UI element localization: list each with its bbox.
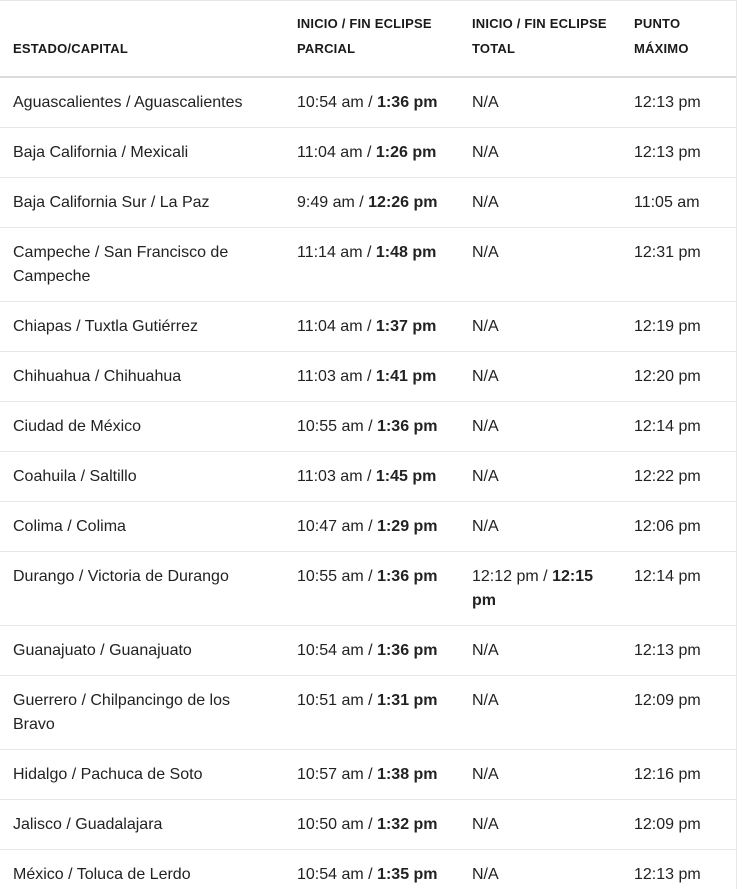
partial-end-time: 1:41 pm: [375, 368, 437, 385]
partial-start-time: 11:03 am: [297, 468, 363, 485]
cell-state-capital: Guanajuato / Guanajuato: [0, 626, 284, 676]
partial-end-time: 1:26 pm: [375, 144, 437, 161]
partial-end-time: 1:37 pm: [375, 318, 437, 335]
partial-start-time: 11:14 am: [297, 244, 363, 261]
table-row: [0, 800, 737, 850]
cell-state-capital: Aguascalientes / Aguascalientes: [0, 77, 284, 128]
partial-start-time: 11:03 am: [297, 368, 363, 385]
partial-start-time: 10:55 am: [297, 418, 364, 435]
partial-start-time: 9:49 am: [297, 194, 355, 211]
cell-total-eclipse: [459, 502, 621, 552]
total-not-applicable: N/A: [472, 866, 499, 883]
cell-partial-eclipse: [284, 228, 459, 302]
cell-partial-eclipse: [284, 402, 459, 452]
table-row: [0, 676, 737, 750]
table-row: [0, 452, 737, 502]
cell-total-eclipse: [459, 228, 621, 302]
cell-state-capital: Durango / Victoria de Durango: [0, 552, 284, 626]
table-header: [0, 1, 737, 77]
cell-partial-eclipse: [284, 352, 459, 402]
partial-start-time: 10:54 am: [297, 642, 364, 659]
cell-total-eclipse: [459, 352, 621, 402]
cell-max-point: 12:14 pm: [621, 402, 737, 452]
total-not-applicable: N/A: [472, 194, 499, 211]
total-not-applicable: N/A: [472, 468, 499, 485]
table-row: [0, 178, 737, 228]
cell-max-point: 12:09 pm: [621, 800, 737, 850]
time-separator: /: [363, 866, 378, 883]
cell-max-point: 12:19 pm: [621, 302, 737, 352]
cell-state-capital: Baja California / Mexicali: [0, 128, 284, 178]
cell-total-eclipse: [459, 302, 621, 352]
header-max-point: PUNTO MÁXIMO: [621, 1, 737, 77]
cell-total-eclipse: [459, 750, 621, 800]
total-end-time: 12:15 pm: [472, 568, 593, 609]
partial-start-time: 10:57 am: [297, 766, 364, 783]
cell-state-capital: México / Toluca de Lerdo: [0, 850, 284, 889]
partial-end-time: 1:36 pm: [377, 94, 438, 111]
cell-partial-eclipse: [284, 750, 459, 800]
total-not-applicable: N/A: [472, 368, 499, 385]
total-not-applicable: N/A: [472, 766, 499, 783]
cell-total-eclipse: [459, 178, 621, 228]
total-not-applicable: N/A: [472, 144, 499, 161]
table-row: [0, 77, 737, 128]
cell-max-point: 12:22 pm: [621, 452, 737, 502]
table-row: [0, 502, 737, 552]
cell-state-capital: Colima / Colima: [0, 502, 284, 552]
partial-end-time: 1:32 pm: [377, 816, 438, 833]
cell-max-point: 12:13 pm: [621, 850, 737, 889]
cell-state-capital: Guerrero / Chilpancingo de los Bravo: [0, 676, 284, 750]
cell-state-capital: Chihuahua / Chihuahua: [0, 352, 284, 402]
cell-max-point: 12:06 pm: [621, 502, 737, 552]
cell-total-eclipse: [459, 402, 621, 452]
partial-end-time: 1:29 pm: [377, 518, 438, 535]
table-row: [0, 850, 737, 889]
partial-end-time: 1:36 pm: [377, 418, 438, 435]
partial-end-time: 1:38 pm: [377, 766, 438, 783]
partial-start-time: 10:47 am: [297, 518, 364, 535]
time-separator: /: [363, 568, 378, 585]
partial-end-time: 1:48 pm: [375, 244, 437, 261]
total-not-applicable: N/A: [472, 642, 499, 659]
partial-end-time: 1:36 pm: [377, 642, 438, 659]
table-row: [0, 750, 737, 800]
cell-state-capital: Chiapas / Tuxtla Gutiérrez: [0, 302, 284, 352]
total-not-applicable: N/A: [472, 692, 499, 709]
cell-partial-eclipse: [284, 178, 459, 228]
table-row: [0, 228, 737, 302]
cell-partial-eclipse: [284, 676, 459, 750]
partial-end-time: 1:31 pm: [377, 692, 438, 709]
cell-max-point: 12:13 pm: [621, 128, 737, 178]
total-start-time: 12:12 pm: [472, 568, 539, 585]
cell-partial-eclipse: [284, 850, 459, 889]
cell-total-eclipse: [459, 77, 621, 128]
table-row: [0, 402, 737, 452]
cell-partial-eclipse: [284, 800, 459, 850]
table-row: [0, 552, 737, 626]
partial-end-time: 1:35 pm: [377, 866, 438, 883]
total-not-applicable: N/A: [472, 418, 499, 435]
time-separator: /: [362, 318, 376, 335]
cell-max-point: 12:16 pm: [621, 750, 737, 800]
cell-state-capital: Campeche / San Francisco de Campeche: [0, 228, 284, 302]
partial-start-time: 10:50 am: [297, 816, 364, 833]
cell-max-point: 12:09 pm: [621, 676, 737, 750]
time-separator: /: [363, 418, 378, 435]
header-state-capital: ESTADO/CAPITAL: [0, 1, 284, 77]
time-separator: /: [363, 642, 378, 659]
cell-max-point: 12:13 pm: [621, 626, 737, 676]
time-separator: /: [362, 144, 376, 161]
cell-total-eclipse: [459, 850, 621, 889]
cell-total-eclipse: [459, 676, 621, 750]
partial-start-time: 10:51 am: [297, 692, 364, 709]
time-separator: /: [362, 468, 376, 485]
eclipse-times-table: [0, 1, 737, 889]
time-separator: /: [362, 368, 376, 385]
table-body: [0, 77, 737, 889]
cell-max-point: 11:05 am: [621, 178, 737, 228]
table-row: [0, 302, 737, 352]
cell-partial-eclipse: [284, 302, 459, 352]
header-total-eclipse: INICIO / FIN ECLIPSE TOTAL: [459, 1, 621, 77]
partial-end-time: 12:26 pm: [368, 194, 438, 211]
cell-state-capital: Jalisco / Guadalajara: [0, 800, 284, 850]
cell-partial-eclipse: [284, 552, 459, 626]
header-partial-eclipse: INICIO / FIN ECLIPSE PARCIAL: [284, 1, 459, 77]
header-row: [0, 1, 737, 77]
total-not-applicable: N/A: [472, 816, 499, 833]
time-separator: /: [538, 568, 553, 585]
partial-end-time: 1:36 pm: [377, 568, 438, 585]
cell-partial-eclipse: [284, 452, 459, 502]
partial-start-time: 10:55 am: [297, 568, 364, 585]
total-not-applicable: N/A: [472, 518, 499, 535]
partial-start-time: 11:04 am: [297, 144, 363, 161]
time-separator: /: [363, 766, 378, 783]
cell-partial-eclipse: [284, 502, 459, 552]
cell-max-point: 12:31 pm: [621, 228, 737, 302]
cell-max-point: 12:20 pm: [621, 352, 737, 402]
time-separator: /: [354, 194, 369, 211]
time-separator: /: [363, 692, 378, 709]
cell-state-capital: Hidalgo / Pachuca de Soto: [0, 750, 284, 800]
time-separator: /: [363, 94, 378, 111]
cell-max-point: 12:14 pm: [621, 552, 737, 626]
table-row: [0, 626, 737, 676]
cell-partial-eclipse: [284, 626, 459, 676]
cell-max-point: 12:13 pm: [621, 77, 737, 128]
cell-total-eclipse: [459, 452, 621, 502]
time-separator: /: [363, 816, 378, 833]
cell-state-capital: Coahuila / Saltillo: [0, 452, 284, 502]
cell-partial-eclipse: [284, 77, 459, 128]
total-not-applicable: N/A: [472, 244, 499, 261]
total-not-applicable: N/A: [472, 318, 499, 335]
table-row: [0, 352, 737, 402]
cell-total-eclipse: [459, 128, 621, 178]
time-separator: /: [362, 244, 376, 261]
time-separator: /: [363, 518, 378, 535]
partial-end-time: 1:45 pm: [375, 468, 437, 485]
cell-total-eclipse: [459, 552, 621, 626]
partial-start-time: 10:54 am: [297, 94, 364, 111]
table-row: [0, 128, 737, 178]
total-not-applicable: N/A: [472, 94, 499, 111]
partial-start-time: 11:04 am: [297, 318, 363, 335]
cell-state-capital: Baja California Sur / La Paz: [0, 178, 284, 228]
cell-partial-eclipse: [284, 128, 459, 178]
cell-total-eclipse: [459, 800, 621, 850]
partial-start-time: 10:54 am: [297, 866, 364, 883]
cell-state-capital: Ciudad de México: [0, 402, 284, 452]
cell-total-eclipse: [459, 626, 621, 676]
